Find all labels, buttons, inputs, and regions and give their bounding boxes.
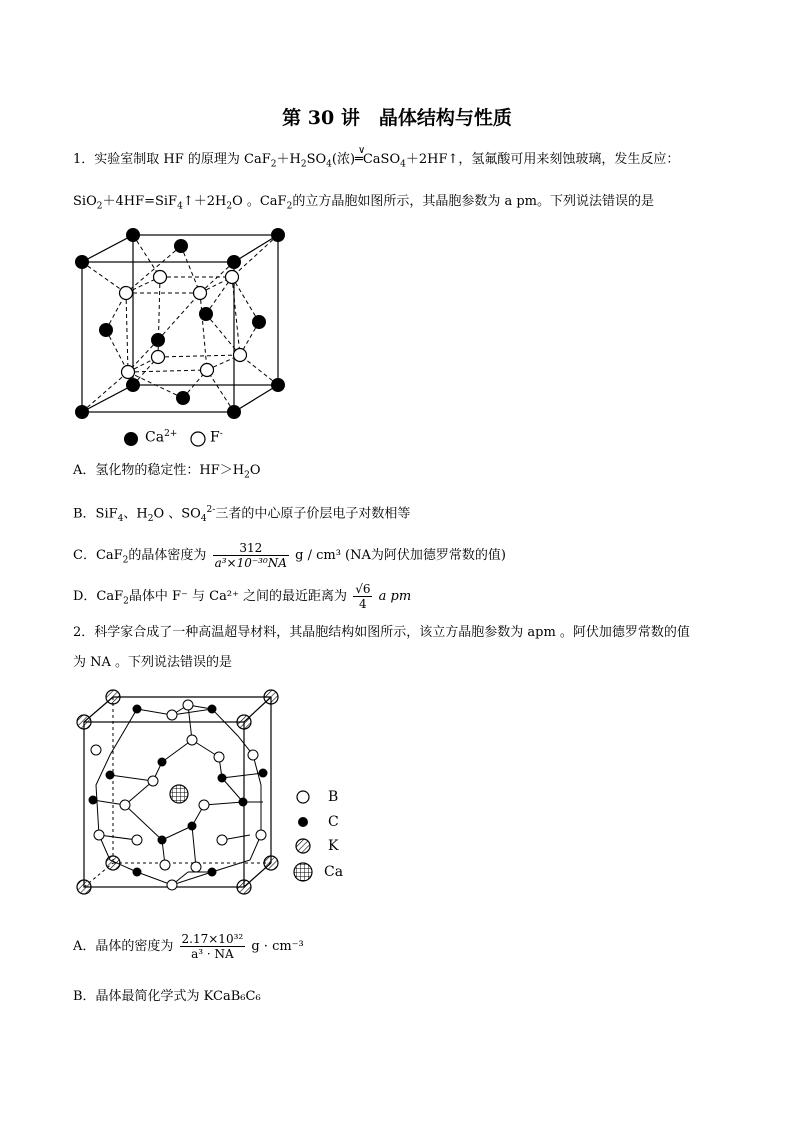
legend-k-label: K [328, 838, 339, 854]
q1-stem-line2: $SiO_2+4HF=SiF_4↑+2H_2O$ 。CaF$_2$的立方晶胞如图所示，其晶胞参数为 a pm。下列说法错误的是 [73, 194, 654, 212]
q1-option-d[interactable]: D．CaF$_2$晶体中 F⁻ 与 Ca²⁺ 之间的最近距离为 $\frac{√6}{4}$ a pm [73, 582, 412, 611]
legend-b-label: B [328, 789, 339, 805]
q2-stem-line2: 为 NA 。下列说法错误的是 [73, 655, 233, 670]
legend-ca-label-2: Ca [324, 864, 344, 880]
q2-a-fraction: $\frac{\text{2.17×10³²}}{\text{a³ · NA}}$ [181, 932, 244, 961]
legend-c-label: C [328, 814, 339, 830]
q2-stem-line1: 2．科学家合成了一种高温超导材料，其晶胞结构如图所示，该立方晶胞参数为 apm 。阿伏加德罗常数的值 [73, 625, 690, 640]
legend-f-label: F- [210, 429, 223, 446]
q2-option-b[interactable]: B．晶体最简化学式为 KCaB₆C₆ [73, 989, 261, 1004]
page-title: 第 30 讲 晶体结构与性质 [282, 107, 512, 129]
q1-option-a[interactable]: A．氢化物的稳定性：$HF>H_2O$ [73, 463, 261, 481]
q1-d-fraction: $\frac{√6}{4}$ [355, 582, 371, 611]
q1-stem-line1: 1．实验室制取 HF 的原理为 $CaF_2+H_2SO_4$(浓)═ ∨ CaSO$_4$＋2HF↑，氢氟酸可用来刻蚀玻璃，发生反应： [73, 145, 680, 170]
legend-ca-label: $Ca^{2+}$ [145, 429, 178, 446]
q1-option-c[interactable]: C．CaF$_2$的晶体密度为 $\frac{312}{\text{a³×10⁻³⁰NA}}$ g / cm³ (NA为阿伏加德罗常数的值) [73, 541, 506, 570]
q2-option-a[interactable]: A．晶体的密度为 $\frac{\text{2.17×10³²}}{\text{a³ · NA}}$ g · cm⁻³ [73, 932, 304, 961]
q1-c-fraction: $\frac{312}{\text{a³×10⁻³⁰NA}}$ [214, 541, 287, 570]
q1-option-b[interactable]: B．SiF$_4$、$H_2O$ 、$SO_4^{2-}$三者的中心原子价层电子对数相等 [73, 505, 411, 524]
